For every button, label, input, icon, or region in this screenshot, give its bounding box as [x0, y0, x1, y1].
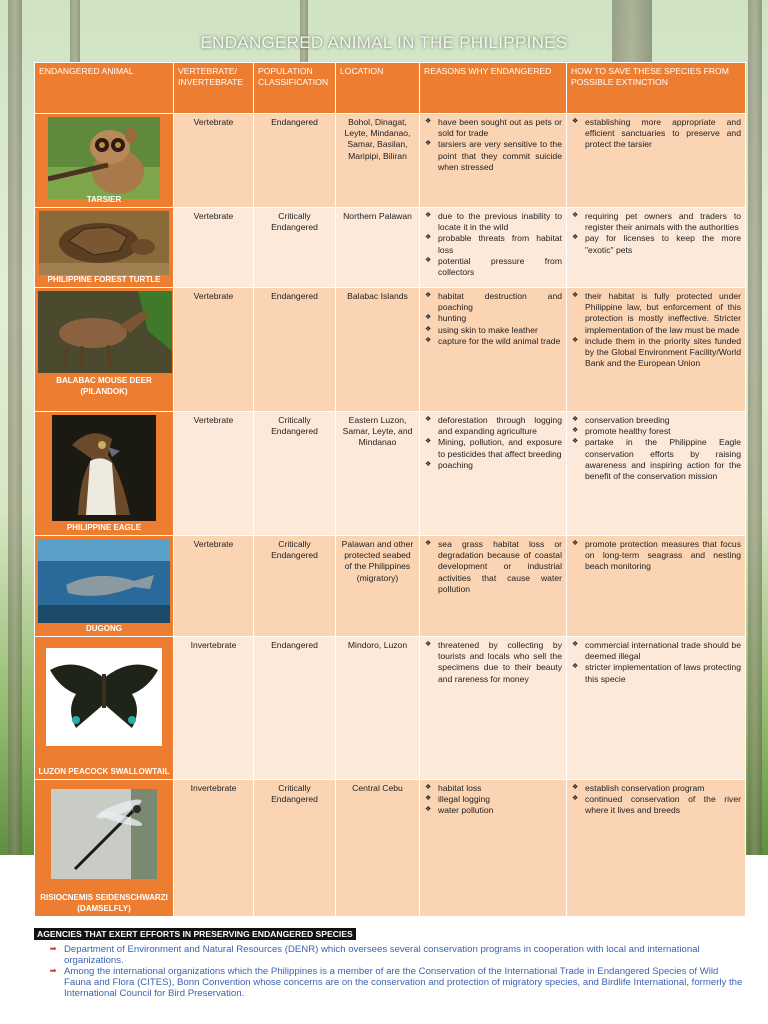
- reason-item: ❖ habitat loss: [438, 783, 562, 794]
- location-cell: Northern Palawan: [336, 208, 420, 288]
- reason-item: ❖ due to the previous inability to locate it in the wild: [438, 211, 562, 233]
- header-vertebrate: VERTEBRATE/ INVERTEBRATE: [174, 63, 254, 114]
- reasons-cell: [420, 288, 567, 412]
- reason-item: ❖ using skin to make leather: [438, 325, 562, 336]
- save-item: ❖ include them in the priority sites funded by the Global Environment Facility/World Bank and the European Union: [585, 336, 741, 370]
- agencies-title: AGENCIES THAT EXERT EFFORTS IN PRESERVING ENDANGERED SPECIES: [34, 928, 356, 940]
- table-row: [35, 780, 746, 917]
- type-cell: Vertebrate: [174, 288, 254, 412]
- save-cell: [567, 780, 746, 917]
- save-item: ❖ partake in the Philippine Eagle conservation efforts by raising awareness and inspiring action for the benefit of the conservation mission: [585, 437, 741, 482]
- dugong-image: [38, 539, 170, 623]
- species-table: [34, 62, 746, 917]
- save-item: ❖ commercial international trade should be deemed illegal: [585, 640, 741, 662]
- save-item: ❖ establish conservation program: [585, 783, 741, 794]
- type-cell: Vertebrate: [174, 536, 254, 637]
- reason-item: ❖ hunting: [438, 313, 562, 324]
- tree-trunk: [748, 0, 762, 855]
- reasons-cell: [420, 208, 567, 288]
- save-cell: [567, 412, 746, 536]
- table-row: [35, 114, 746, 208]
- reason-item: ❖ deforestation through logging and expanding agriculture: [438, 415, 562, 437]
- animal-name: PHILIPPINE FOREST TURTLE: [47, 274, 161, 284]
- animal-cell: [35, 288, 174, 412]
- save-cell: [567, 637, 746, 780]
- classification-cell: Endangered: [254, 637, 336, 780]
- save-cell: [567, 114, 746, 208]
- classification-cell: Critically Endangered: [254, 536, 336, 637]
- table-row: [35, 412, 746, 536]
- type-cell: Invertebrate: [174, 637, 254, 780]
- save-item: ❖ conservation breeding: [585, 415, 741, 426]
- header-location: LOCATION: [336, 63, 420, 114]
- table-header-row: [35, 63, 746, 114]
- table-row: [35, 536, 746, 637]
- mouse-deer-image: [38, 291, 172, 373]
- reasons-cell: [420, 114, 567, 208]
- butterfly-image: [46, 648, 162, 746]
- reason-item: ❖ illegal logging: [438, 794, 562, 805]
- animal-cell: [35, 637, 174, 780]
- classification-cell: Endangered: [254, 114, 336, 208]
- save-item: ❖ requiring pet owners and traders to register their animals with the authorities: [585, 211, 741, 233]
- classification-cell: Critically Endangered: [254, 780, 336, 917]
- reason-item: ❖ tarsiers are very sensitive to the point that they commit suicide when stressed: [438, 139, 562, 173]
- reasons-cell: [420, 536, 567, 637]
- type-cell: Vertebrate: [174, 114, 254, 208]
- reason-item: ❖ habitat destruction and poaching: [438, 291, 562, 313]
- header-classification: POPULATION CLASSIFICATION: [254, 63, 336, 114]
- save-item: ❖ promote protection measures that focus on long-term seagrass and nesting beach monitoring: [585, 539, 741, 573]
- reason-item: ❖ threatened by collecting by tourists and locals who sell the specimens due to their beauty and rareness for money: [438, 640, 562, 685]
- save-item: ❖ stricter implementation of laws protecting this specie: [585, 662, 741, 684]
- agency-item: ⬇ Department of Environment and Natural Resources (DENR) which oversees several conservation programs in cooperation with local and international organizations.: [56, 944, 746, 966]
- reasons-cell: [420, 780, 567, 917]
- reason-item: ❖ sea grass habitat loss or degradation because of coastal development or industrial activities that cause water pollution: [438, 539, 562, 595]
- agencies-section: [34, 924, 746, 999]
- animal-name: TARSIER: [86, 194, 122, 204]
- location-cell: Palawan and other protected seabed of the Philippines (migratory): [336, 536, 420, 637]
- save-item: ❖ continued conservation of the river where it lives and breeds: [585, 794, 741, 816]
- damselfly-image: [51, 789, 157, 879]
- animal-cell: [35, 780, 174, 917]
- save-cell: [567, 288, 746, 412]
- animal-name: LUZON PEACOCK SWALLOWTAIL: [38, 766, 170, 776]
- location-cell: Bohol, Dinagat, Leyte, Mindanao, Samar, Basilan, Maripipi, Biliran: [336, 114, 420, 208]
- classification-cell: Critically Endangered: [254, 412, 336, 536]
- type-cell: Vertebrate: [174, 412, 254, 536]
- type-cell: Invertebrate: [174, 780, 254, 917]
- tarsier-image: [48, 117, 160, 199]
- animal-name: PHILIPPINE EAGLE: [66, 522, 142, 532]
- turtle-image: [39, 211, 169, 275]
- save-item: ❖ their habitat is fully protected under Philippine law, but enforcement of this protection is mostly ineffective. Stricter implementation of the law must be made: [585, 291, 741, 336]
- reason-item: ❖ capture for the wild animal trade: [438, 336, 562, 347]
- save-item: ❖ pay for licenses to keep the more "exotic" pets: [585, 233, 741, 255]
- tree-trunk: [8, 0, 22, 855]
- animal-cell: [35, 536, 174, 637]
- location-cell: Central Cebu: [336, 780, 420, 917]
- location-cell: Eastern Luzon, Samar, Leyte, and Mindanao: [336, 412, 420, 536]
- reason-item: ❖ potential pressure from collectors: [438, 256, 562, 278]
- reason-item: ❖ poaching: [438, 460, 562, 471]
- animal-name: RISIOCNEMIS SEIDENSCHWARZI (DAMSELFLY): [40, 893, 168, 913]
- save-cell: [567, 536, 746, 637]
- classification-cell: Critically Endangered: [254, 208, 336, 288]
- animal-cell: [35, 412, 174, 536]
- save-item: ❖ establishing more appropriate and efficient sanctuaries to preserve and protect the tarsier: [585, 117, 741, 151]
- reason-item: ❖ probable threats from habitat loss: [438, 233, 562, 255]
- reason-item: ❖ Mining, pollution, and exposure to pesticides that affect breeding: [438, 437, 562, 459]
- agency-item: ⬇ Among the international organizations which the Philippines is a member of are the Conservation of the International Trade in Endangered Species of Wild Fauna and Flora (CITES), Bonn Convention whose concerns are on the conservation and protection of migratory species, and Birdlife International, formerly the International Council for Bird Preservation.: [56, 966, 746, 999]
- reason-item: ❖ have been sought out as pets or sold for trade: [438, 117, 562, 139]
- save-item: ❖ promote healthy forest: [585, 426, 741, 437]
- location-cell: Mindoro, Luzon: [336, 637, 420, 780]
- reasons-cell: [420, 412, 567, 536]
- type-cell: Vertebrate: [174, 208, 254, 288]
- location-cell: Balabac Islands: [336, 288, 420, 412]
- animal-cell: [35, 114, 174, 208]
- reasons-cell: [420, 637, 567, 780]
- header-animal: ENDANGERED ANIMAL: [35, 63, 174, 114]
- header-reasons: REASONS WHY ENDANGERED: [420, 63, 567, 114]
- animal-name: BALABAC MOUSE DEER (PILANDOK): [56, 376, 152, 396]
- agencies-list: [34, 944, 746, 999]
- classification-cell: Endangered: [254, 288, 336, 412]
- table-row: [35, 637, 746, 780]
- save-cell: [567, 208, 746, 288]
- header-how-to-save: HOW TO SAVE THESE SPECIES FROM POSSIBLE EXTINCTION: [567, 63, 746, 114]
- table-row: [35, 208, 746, 288]
- animal-name: DUGONG: [86, 623, 122, 633]
- page-title: ENDANGERED ANIMAL IN THE PHILIPPINES: [200, 33, 568, 52]
- table-row: [35, 288, 746, 412]
- animal-cell: [35, 208, 174, 288]
- reason-item: ❖ water pollution: [438, 805, 562, 816]
- eagle-image: [52, 415, 156, 521]
